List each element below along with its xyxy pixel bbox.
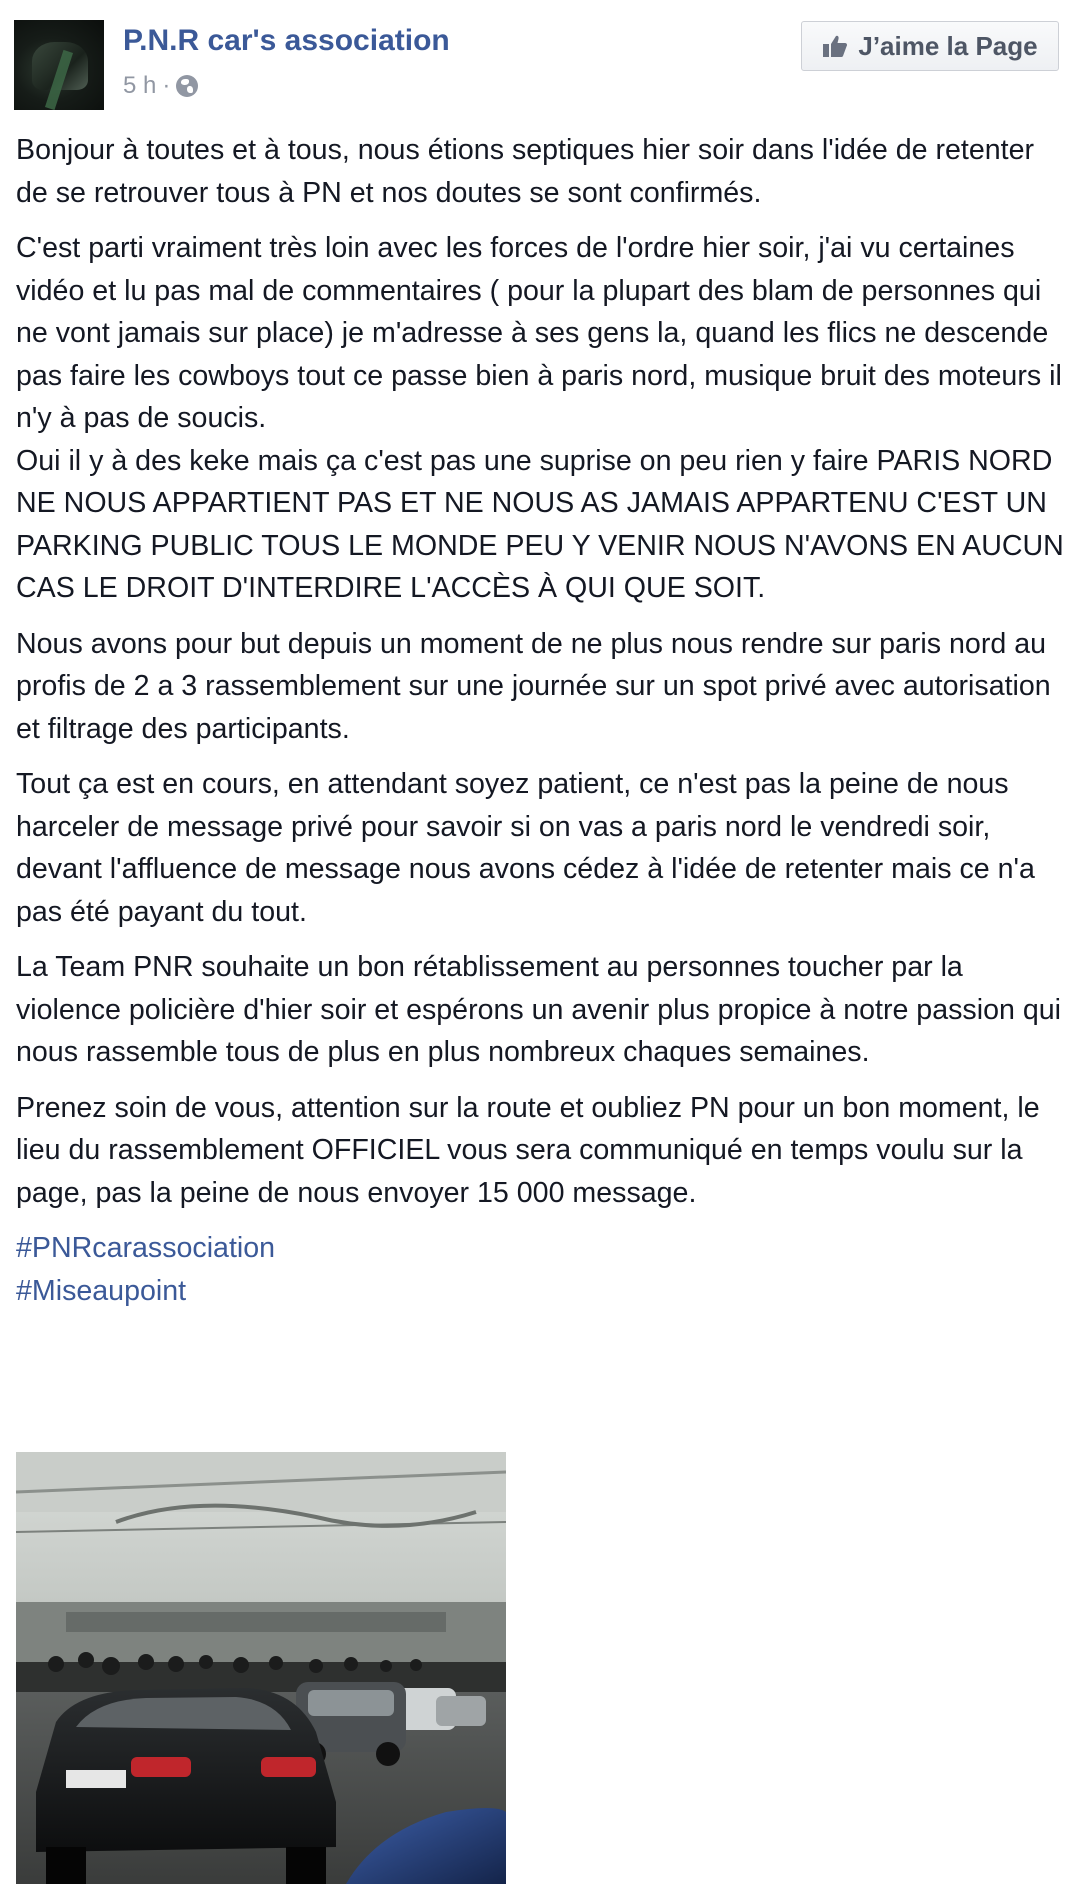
post-paragraph: Prenez soin de vous, attention sur la route et oubliez PN pour un bon moment, le lieu du rassemblement OFFICIEL vous sera communiqué en temps voulu sur la page, pas la peine de nous envoyer 15 000 message. (16, 1091, 1040, 1209)
post-paragraph: La Team PNR souhaite un bon rétablissement au personnes toucher par la violence policière d'hier soir et espérons un avenir plus propice à notre passion qui nous rassemble tous de plus en plus nombreux chaques semaines. (16, 951, 1061, 1068)
hashtag-list (16, 1227, 1066, 1312)
like-page-button[interactable] (801, 21, 1059, 71)
page-name-link[interactable]: P.N.R car's association (123, 24, 450, 57)
post-paragraph: C'est parti vraiment très loin avec les forces de l'ordre hier soir, j'ai vu certaines vidéo et lu pas mal de commentaires ( pour la plupart des blam de personnes qui ne vont jamais sur place) je m'adresse à ses gens la, quand les flics ne descende pas faire les cowboys tout ce passe bien à paris nord, musique bruit des moteurs il n'y à pas de soucis. (16, 232, 1062, 434)
post-timestamp[interactable]: 5 h (123, 72, 157, 99)
post-paragraph: Tout ça est en cours, en attendant soyez patient, ce n'est pas la peine de nous harceler de message privé pour savoir si on vas a paris nord le vendredi soir, devant l'affluence de message nous avons cédez à l'idée de retenter mais ce n'a pas été payant du tout. (16, 768, 1035, 928)
post-photo[interactable] (16, 1452, 506, 1884)
post-meta (123, 72, 198, 100)
post-paragraph: Bonjour à toutes et à tous, nous étions septiques hier soir dans l'idée de retenter de se retrouver tous à PN et nos doutes se sont confirmés. (16, 134, 1034, 209)
meta-separator: · (162, 72, 171, 99)
post-body (16, 129, 1066, 1312)
parking-garage-image (16, 1452, 506, 1884)
post-header (0, 0, 1082, 112)
post-paragraph: Oui il y à des keke mais ça c'est pas une suprise on peu rien y faire PARIS NORD NE NOUS APPARTIENT PAS ET NE NOUS AS JAMAIS APPARTENU C'EST UN PARKING PUBLIC TOUS LE MONDE PEU Y VENIR NOUS N'AVONS EN AUCUN CAS LE DROIT D'INTERDIRE L'ACCÈS À QUI QUE SOIT. (16, 444, 1064, 604)
hashtag-link[interactable]: #PNRcarassociation (16, 1232, 276, 1264)
page-avatar[interactable] (14, 20, 104, 110)
globe-icon[interactable] (176, 75, 198, 97)
hashtag-link[interactable]: #Miseaupoint (16, 1274, 187, 1307)
post-paragraph: Nous avons pour but depuis un moment de ne plus nous rendre sur paris nord au profis de 2 a 3 rassemblement sur une journée sur un spot privé avec autorisation et filtrage des participants. (16, 627, 1051, 745)
thumbs-up-icon (822, 34, 848, 58)
like-page-label: J’aime la Page (858, 30, 1038, 61)
